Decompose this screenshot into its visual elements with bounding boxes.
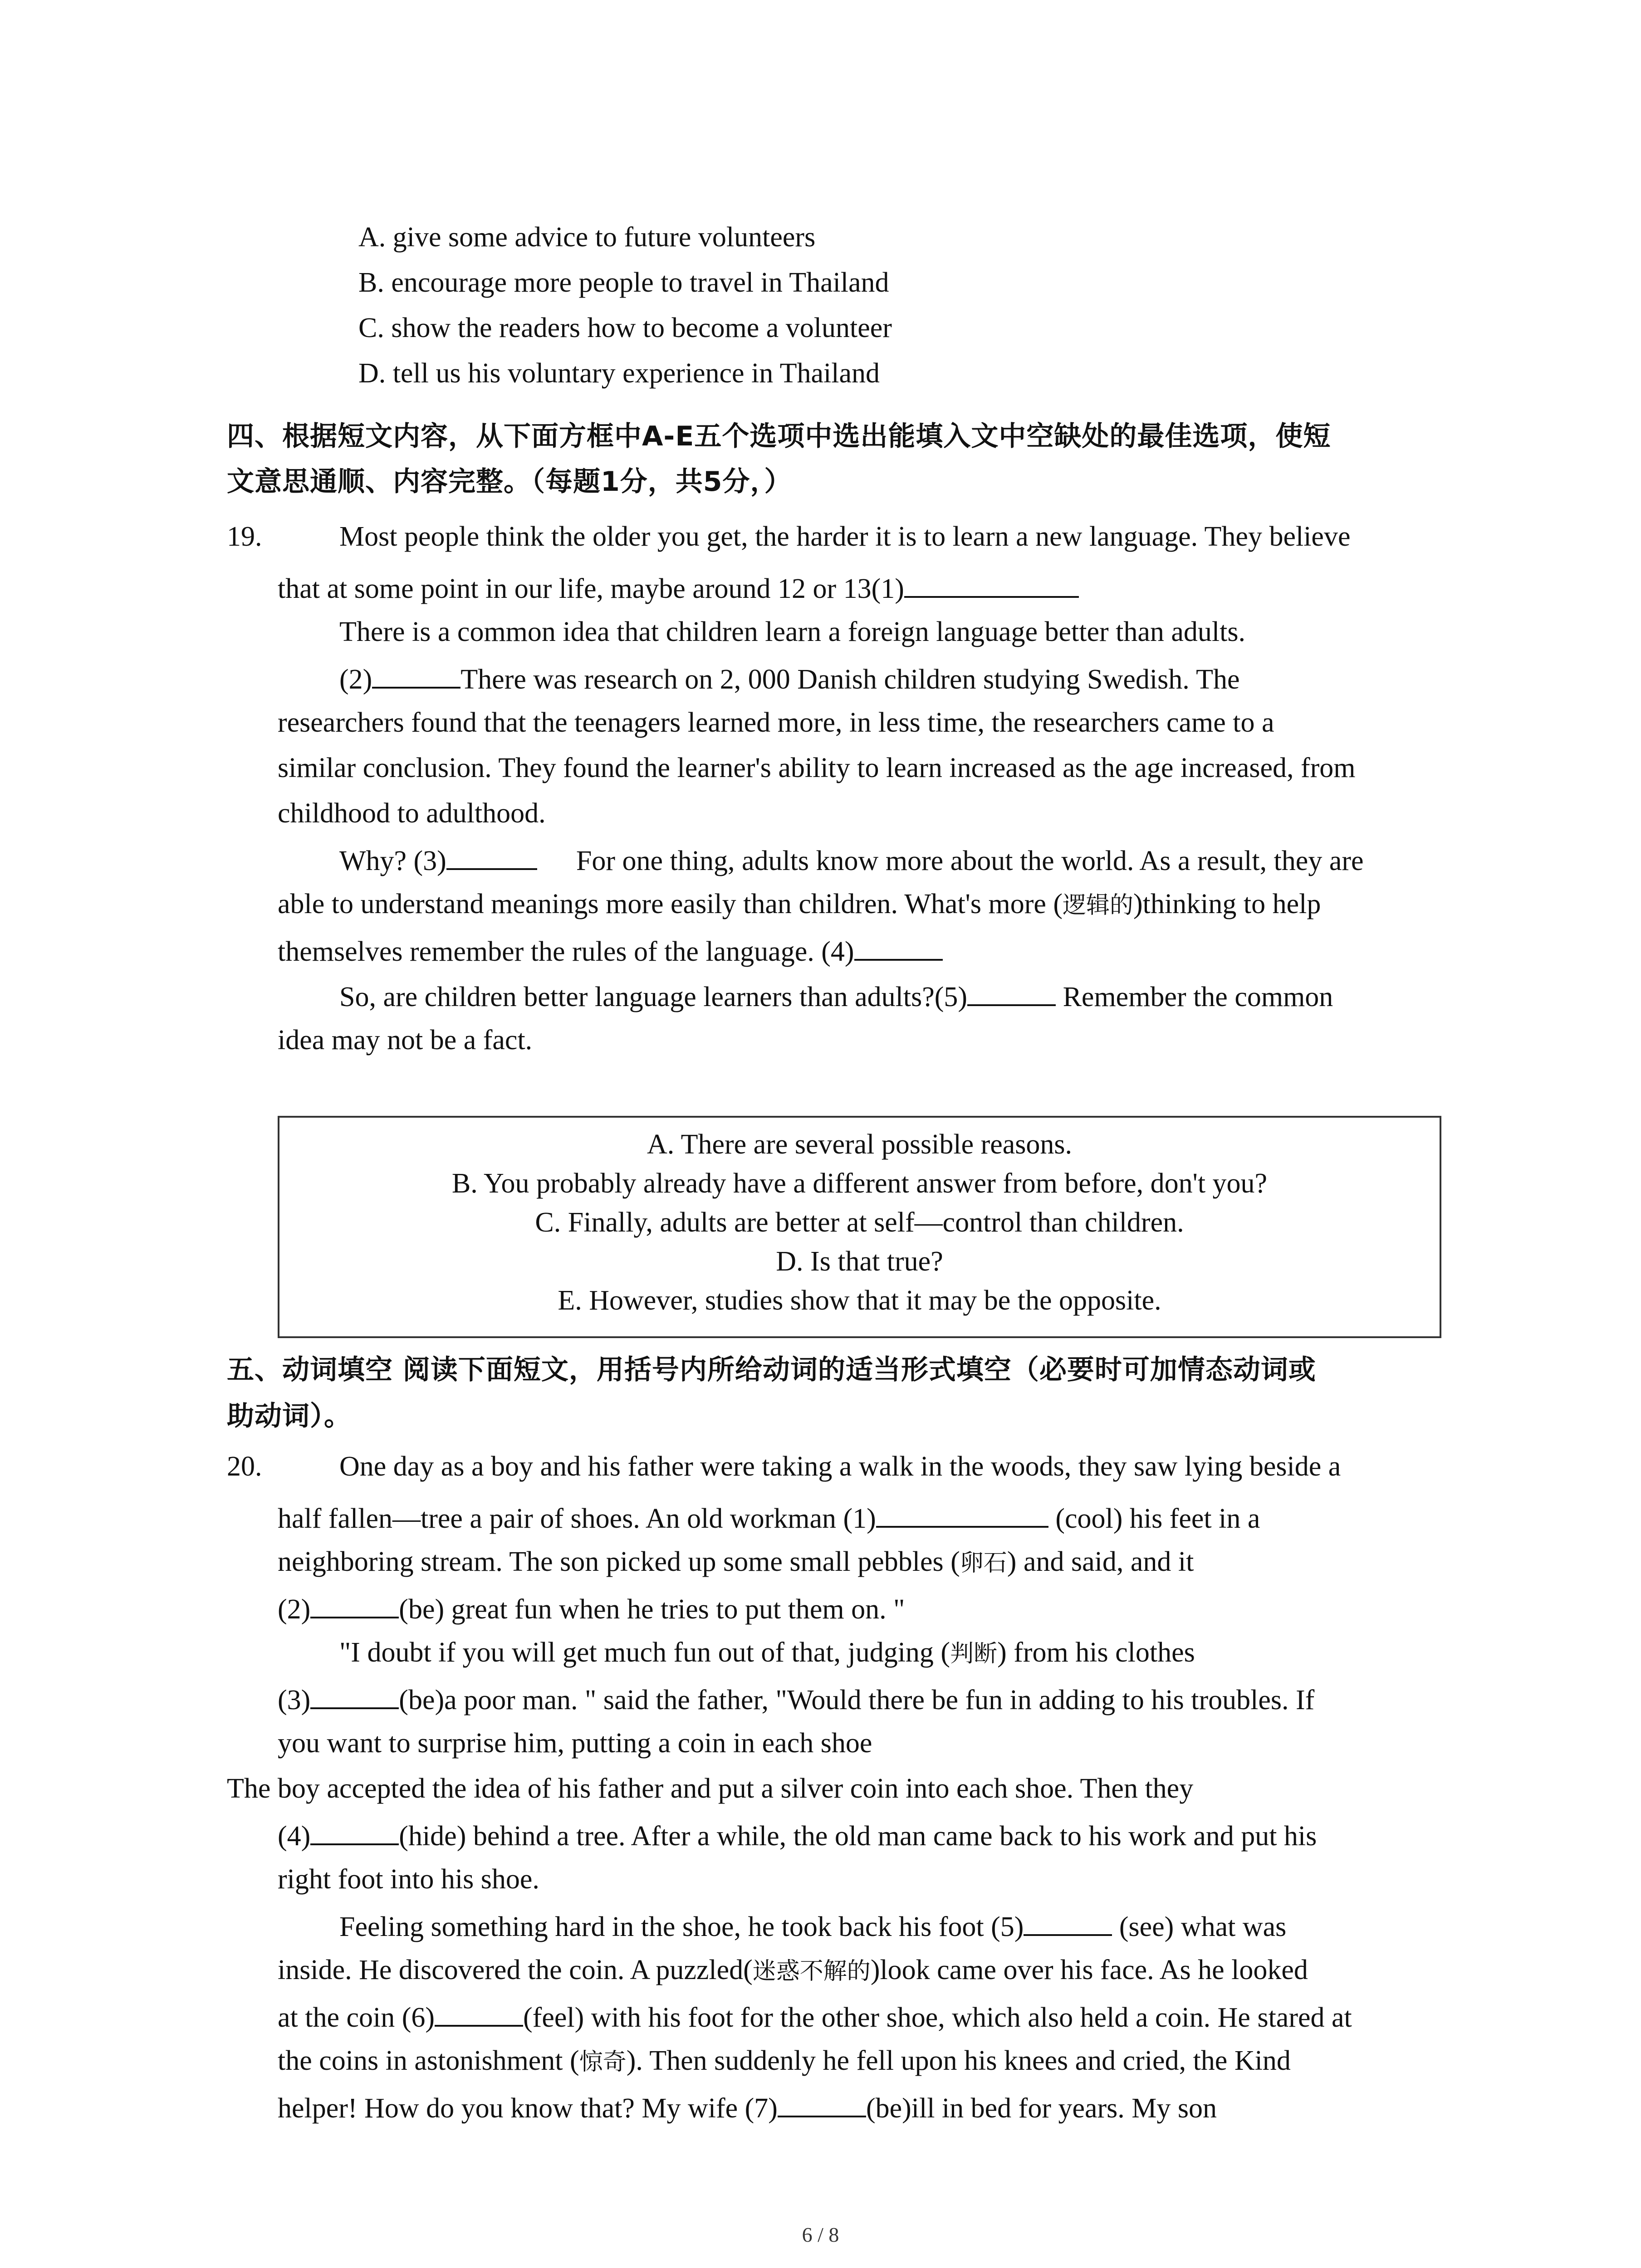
page-number: 6 / 8	[802, 2223, 839, 2246]
q19-text	[339, 845, 1364, 875]
q20-text: right foot into his shoe.	[278, 1864, 539, 1895]
q20-text	[278, 1502, 1260, 1533]
option-a: A. give some advice to future volunteers	[358, 222, 816, 253]
options-box	[278, 1116, 1441, 1338]
answer-blank[interactable]	[310, 1593, 399, 1618]
q20-text-span: (feel) with his foot for the other shoe, which also held a coin. He stared at	[523, 2002, 1352, 2033]
answer-blank[interactable]	[372, 663, 460, 689]
q20-text-span: neighboring stream. The son picked up some small pebbles (	[278, 1546, 960, 1577]
q19-text-span: )thinking to help	[1133, 889, 1321, 919]
box-option-a: A. There are several possible reasons.	[647, 1129, 1073, 1160]
answer-blank[interactable]	[876, 1502, 1048, 1528]
answer-blank[interactable]	[854, 935, 943, 961]
q19-text-span: So, are children better language learners than adults?(5)	[339, 982, 968, 1012]
q20-text-span: (be)a poor man. " said the father, "Would there be fun in adding to his troubles. If	[399, 1685, 1315, 1716]
q20-text	[278, 2001, 1352, 2032]
q19-text: similar conclusion. They found the learner's ability to learn increased as the age increased, from	[278, 753, 1356, 783]
section-four-heading-line1: 四、根据短文内容，从下面方框中A-E五个选项中选出能填入文中空缺处的最佳选项，使短	[227, 420, 1331, 452]
q20-text-span: (be)ill in bed for years. My son	[866, 2093, 1217, 2124]
answer-blank[interactable]	[778, 2092, 866, 2117]
q19-text	[339, 663, 1240, 694]
q19-text-span: able to understand meanings more easily than children. What's more (	[278, 889, 1063, 919]
chinese-gloss: 迷惑不解的	[752, 1958, 871, 1985]
answer-blank[interactable]	[1024, 1911, 1112, 1936]
q20-text-span: Feeling something hard in the shoe, he took back his foot (5)	[339, 1911, 1024, 1942]
section-five-heading-line2: 助动词）。	[227, 1400, 352, 1432]
q19-text: There is a common idea that children learn a foreign language better than adults.	[339, 616, 1245, 647]
q20-text: One day as a boy and his father were taking a walk in the woods, they saw lying beside a	[339, 1451, 1341, 1482]
answer-blank[interactable]	[435, 2001, 523, 2027]
q20-text-span: ) from his clothes	[997, 1637, 1195, 1668]
q20-text-span: (2)	[278, 1594, 311, 1625]
q20-text	[339, 1638, 1195, 1667]
q20-text	[278, 1820, 1317, 1850]
box-option-b: B. You probably already have a different answer from before, don't you?	[451, 1168, 1268, 1199]
q20-text-span: (see) what was	[1112, 1911, 1287, 1942]
q20-text	[278, 2092, 1217, 2122]
q20-text	[278, 1593, 905, 1623]
chinese-gloss: 卵石	[960, 1549, 1007, 1577]
q20-text-span: ) and said, and it	[1007, 1546, 1194, 1577]
answer-blank[interactable]	[310, 1820, 399, 1845]
q20-text-span: the coins in astonishment (	[278, 2045, 579, 2076]
q20-text	[278, 1548, 1194, 1576]
answer-blank[interactable]	[446, 845, 537, 870]
section-five-heading-line1: 五、动词填空 阅读下面短文，用括号内所给动词的适当形式填空（必要时可加情态动词或	[227, 1354, 1316, 1386]
q20-text	[339, 1911, 1286, 1941]
option-c: C. show the readers how to become a volunteer	[358, 313, 892, 343]
q19-text-span: Why? (3)	[339, 846, 446, 876]
q20-text-span: at the coin (6)	[278, 2002, 435, 2033]
chinese-gloss: 惊奇	[579, 2048, 627, 2076]
option-b: B. encourage more people to travel in Thailand	[358, 267, 889, 298]
q20-text-span: (cool) his feet in a	[1048, 1503, 1260, 1534]
box-option-e: E. However, studies show that it may be the opposite.	[558, 1285, 1161, 1316]
question-number-19: 19.	[227, 521, 262, 552]
q19-text: researchers found that the teenagers learned more, in less time, the researchers came to a	[278, 707, 1274, 738]
q19-text-span: For one thing, adults know more about the world. As a result, they are	[576, 846, 1364, 876]
q19-text	[278, 935, 943, 966]
q20-text	[278, 2047, 1291, 2075]
q19-text-span: (2)	[339, 664, 372, 695]
q20-text: you want to surprise him, putting a coin in each shoe	[278, 1728, 872, 1759]
q19-text: idea may not be a fact.	[278, 1025, 533, 1056]
answer-blank[interactable]	[310, 1684, 399, 1709]
q19-text-span: that at some point in our life, maybe around 12 or 13(1)	[278, 573, 904, 604]
section-four-heading-line2: 文意思通顺、内容完整。（每题1分，共5分，）	[227, 466, 792, 498]
q20-text-span: (hide) behind a tree. After a while, the old man came back to his work and put his	[399, 1821, 1317, 1852]
q19-text: childhood to adulthood.	[278, 798, 546, 829]
answer-blank[interactable]	[967, 981, 1056, 1006]
q20-text-span: helper! How do you know that? My wife (7)	[278, 2093, 778, 2124]
q20-text	[278, 1956, 1308, 1984]
q20-text-span: )look came over his face. As he looked	[870, 1955, 1308, 1985]
q20-text-span: half fallen—tree a pair of shoes. An old workman (1)	[278, 1503, 876, 1534]
chinese-gloss: 判断	[950, 1640, 998, 1667]
q19-text-span: themselves remember the rules of the language. (4)	[278, 936, 854, 967]
q20-text-span: (3)	[278, 1685, 311, 1716]
q19-text: Most people think the older you get, the harder it is to learn a new language. They believe	[339, 521, 1351, 552]
q19-text	[278, 890, 1321, 918]
q20-text-span: inside. He discovered the coin. A puzzled(	[278, 1955, 753, 1985]
answer-blank[interactable]	[904, 572, 1079, 598]
q19-text-span: There was research on 2, 000 Danish children studying Swedish. The	[460, 664, 1240, 695]
q20-text: The boy accepted the idea of his father and put a silver coin into each shoe. Then they	[227, 1773, 1194, 1804]
q20-text-span: (be) great fun when he tries to put them on. "	[399, 1594, 905, 1625]
q20-text-span: ). Then suddenly he fell upon his knees and cried, the Kind	[626, 2045, 1291, 2076]
q19-text	[339, 981, 1333, 1011]
chinese-gloss: 逻辑的	[1063, 892, 1134, 919]
q20-text-span: (4)	[278, 1821, 311, 1852]
option-d: D. tell us his voluntary experience in Thailand	[358, 358, 880, 389]
box-option-d: D. Is that true?	[776, 1246, 943, 1277]
question-number-20: 20.	[227, 1451, 262, 1482]
q19-text	[278, 572, 1079, 603]
box-option-c: C. Finally, adults are better at self—control than children.	[535, 1207, 1184, 1238]
q19-text-span: Remember the common	[1056, 982, 1333, 1012]
q20-text-span: "I doubt if you will get much fun out of that, judging (	[339, 1637, 950, 1668]
q20-text	[278, 1684, 1314, 1714]
